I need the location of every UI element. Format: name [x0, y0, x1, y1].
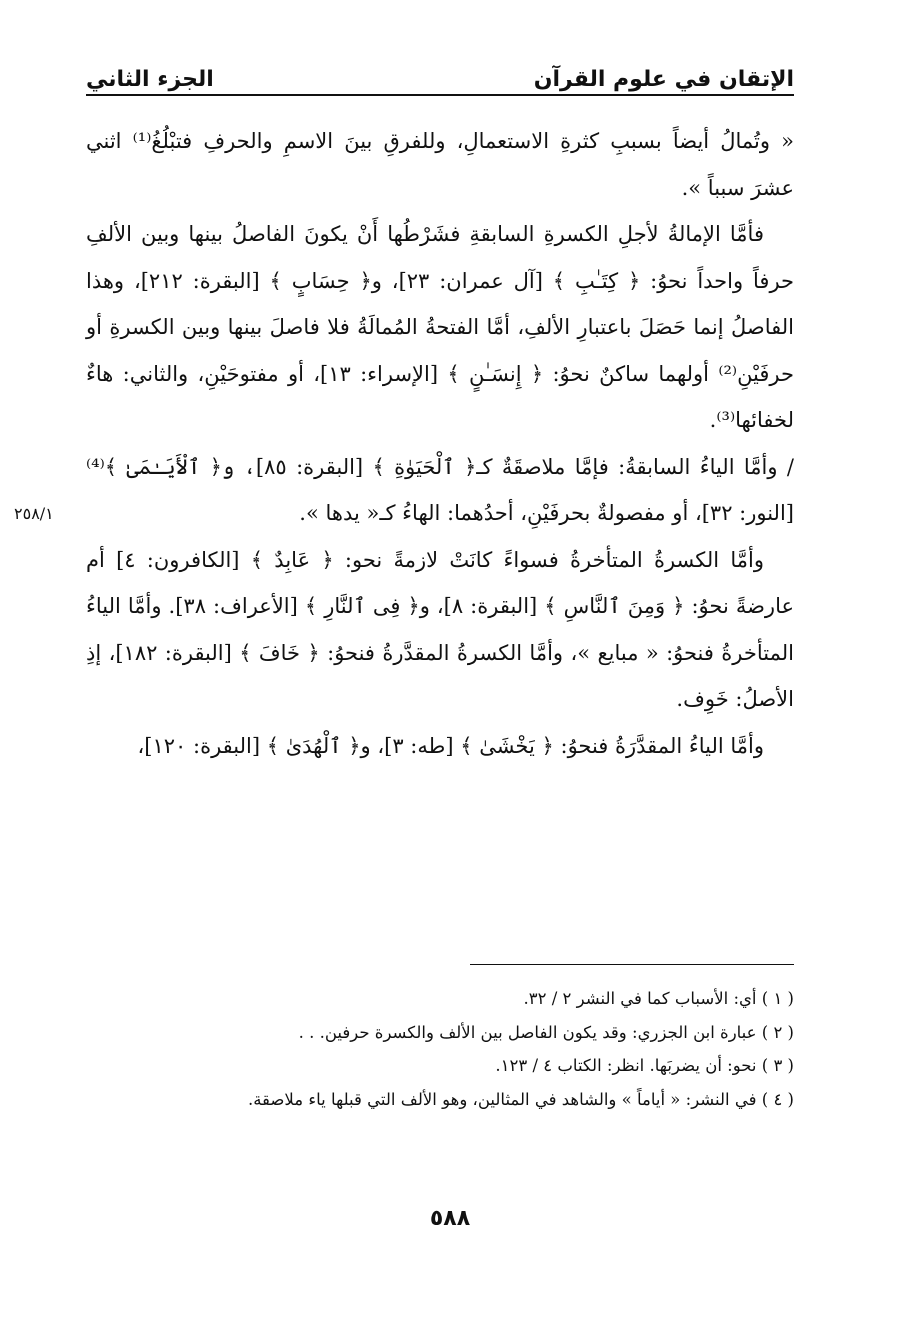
- book-title: الإتقان في علوم القرآن: [533, 67, 794, 92]
- footnote-rule: [470, 964, 794, 965]
- margin-reference: ٢٥٨/١: [14, 504, 54, 523]
- footnote-1: ( ١ ) أي: الأسباب كما في النشر ٢ / ٣٢.: [523, 989, 794, 1008]
- running-header: [86, 52, 794, 92]
- footnote-2: ( ٢ ) عبارة ابن الجزري: وقد يكون الفاصل بين الألف والكسرة حرفين. . .: [298, 1022, 794, 1042]
- paragraph-preceding-ya: / وأمَّا الياءُ السابقةُ: فإمَّا ملاصقَةٌ كـ﴿ ٱلْحَيَوٰةِ ﴾ [البقرة: ٨٥]، و﴿ ٱلْأَيَـٰمَىٰ ﴾⁽⁴⁾ [النور: ٣٢]، أو مفصولةٌ بحرفَيْنِ، أحدُهما: الهاءُ كـ« يدها ».: [86, 454, 794, 525]
- paragraph-quote: « وتُمالُ أيضاً بسببِ كثرةِ الاستعمالِ، وللفرقِ بينَ الاسمِ والحرفِ فتبْلُغُ⁽¹⁾ اثني عشرَ سبباً ».: [86, 129, 794, 200]
- header-rule: [86, 94, 794, 96]
- footnotes: [86, 982, 794, 1116]
- main-text: [86, 118, 794, 769]
- page-number: ٥٨٨: [429, 1206, 471, 1231]
- volume-label: الجزء الثاني: [86, 67, 214, 92]
- footnote-4: ( ٤ ) في النشر: « أياماً » والشاهد في المثالين، وهو الألف التي قبلها ياء ملاصقة.: [247, 1089, 794, 1109]
- paragraph-implied-ya: وأمَّا الياءُ المقدَّرَةُ فنحوُ: ﴿ يَخْشَىٰ ﴾ [طه: ٣]، و﴿ ٱلْهُدَىٰ ﴾ [البقرة: ١٢٠]،: [137, 733, 764, 758]
- paragraph-following-kasra: وأمَّا الكسرةُ المتأخرةُ فسواءً كانَتْ لازمةً نحو: ﴿ عَابِدٌ ﴾ [الكافرون: ٤] أم عارضةً نحوُ: ﴿ وَمِنَ ٱلنَّاسِ ﴾ [البقرة: ٨]، و﴿ فِى ٱلنَّارِ ﴾ [الأعراف: ٣٨]. وأمَّا الياءُ المتأخرةُ فنحوُ: « مبايع »، وأمَّا الكسرةُ المقدَّرةُ فنحوُ: ﴿ خَافَ ﴾ [البقرة: ١٨٢]، إذِ الأصلُ: خَوِف.: [86, 547, 794, 711]
- footnote-3: ( ٣ ) نحو: أن يضربَها. انظر: الكتاب ٤ / ١٢٣.: [495, 1056, 794, 1075]
- paragraph-preceding-kasra: فأمَّا الإمالةُ لأجلِ الكسرةِ السابقةِ فشَرْطُها أَنْ يكونَ الفاصلُ بينها وبين الألفِ حرفاً واحداً نحوُ: ﴿ كِتَـٰبِ ﴾ [آل عمران: ٢٣]، و﴿ حِسَابٍ ﴾ [البقرة: ٢١٢]، وهذا الفاصلُ إنما حَصَلَ باعتبارِ الألفِ، أمَّا الفتحةُ المُمالَةُ فلا فاصلَ بينها وبين الكسرةِ أو حرفَيْنِ⁽²⁾ أولهما ساكنٌ نحوُ: ﴿ إِنسَـٰنٍ ﴾ [الإسراء: ١٣]، أو مفتوحَيْنِ، والثاني: هاءٌ لخفائها⁽³⁾.: [86, 222, 795, 432]
